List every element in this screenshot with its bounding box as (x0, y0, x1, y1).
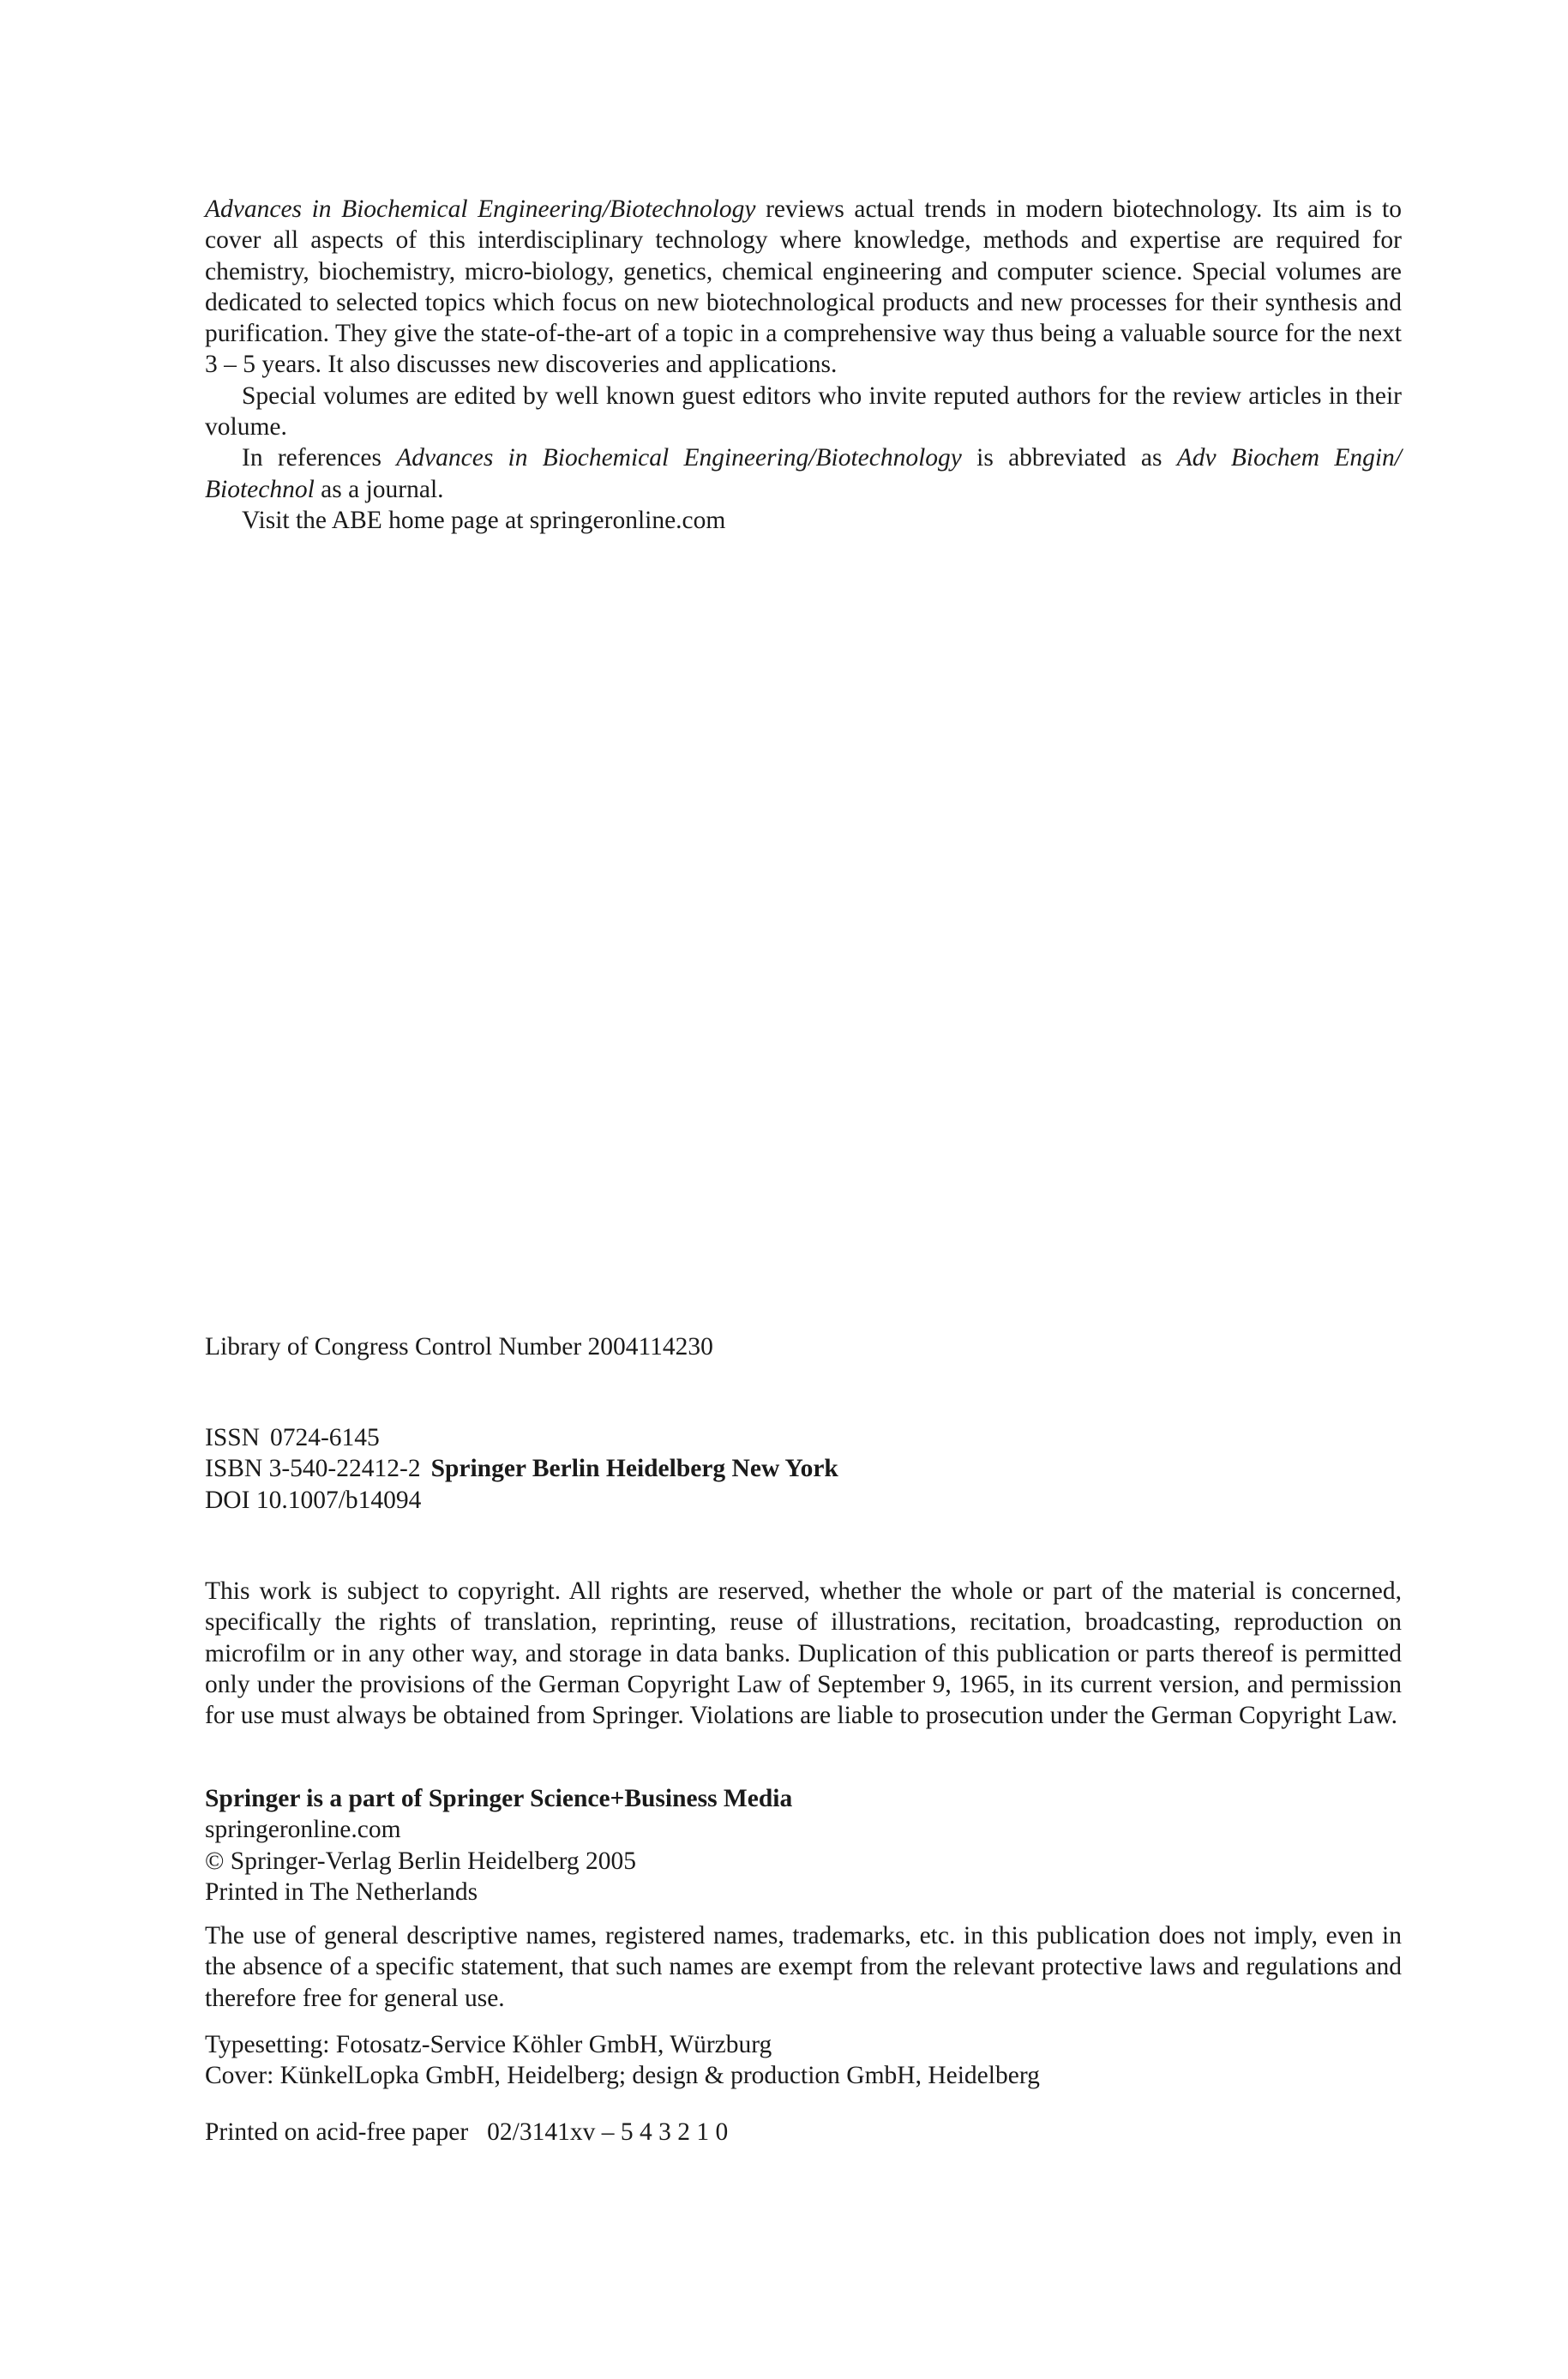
trademarks-block (205, 1920, 1402, 2014)
series-paragraph-1 (205, 194, 1402, 381)
catalog-block (205, 1331, 1402, 1362)
doi-line (205, 1485, 1402, 1516)
series-paragraph-3 (205, 442, 1402, 505)
homepage-paragraph: Visit the ABE home page at springeronline.com (242, 506, 726, 534)
paper-label: Printed on acid-free paper (205, 2118, 469, 2146)
typesetting-credit: Typesetting: Fotosatz-Service Köhler GmbH, Würzburg (205, 2031, 772, 2058)
copyright-page (205, 0, 1402, 2379)
isbn-publisher: Springer Berlin Heidelberg New York (430, 1455, 838, 1483)
issn-line (205, 1422, 1402, 1453)
isbn-value: 3-540-22412-2 (268, 1455, 421, 1483)
journal-abbreviation: Adv Biochem Engin/ Biotechnol (205, 444, 1402, 503)
printed-in: Printed in The Netherlands (205, 1877, 478, 1906)
series-paragraph-1-text: reviews actual trends in modern biotechnology. Its aim is to cover all aspects of this interdisciplinary technology where knowledge, methods and expertise are required for chemistry, biochemistry, micro-biology, genetics, chemical engineering and computer science. Special volumes are dedicated to selected topics which focus on new biotechnological products and new processes for their synthesis and purification. They give the state-of-the-art of a topic in a comprehensive way thus being a valuable source for the next 3 – 5 years. It also discusses new discoveries and applications. (205, 195, 1402, 379)
cover-credit: Cover: KünkelLopka GmbH, Heidelberg; design & production GmbH, Heidelberg (205, 2062, 1040, 2090)
series-title: Advances in Biochemical Engineering/Biotechnology (205, 195, 756, 223)
trademarks-notice: The use of general descriptive names, registered names, trademarks, etc. in this publication does not imply, even in the absence of a specific statement, that such names are exempt from the relevant protective laws and regulations and therefore free for general use. (205, 1922, 1402, 2012)
paper-block (205, 2117, 1402, 2148)
doi-value: 10.1007/b14094 (255, 1486, 422, 1514)
copyright-notice: This work is subject to copyright. All rights are reserved, whether the whole or part of the material is concerned, specifically the rights of translation, reprinting, reuse of illustrations, recitation, broadcasting, reproduction on microfilm or in any other way, and storage in data banks. Duplication of this publication or parts thereof is permitted only under the provisions of the German Copyright Law of September 9, 1965, in its current version, and permission for use must always be obtained from Springer. Violations are liable to prosecution under the German Copyright Law. (205, 1577, 1402, 1730)
production-block (205, 2029, 1402, 2092)
series-description (205, 194, 1402, 536)
identifiers-block (205, 1422, 1402, 1516)
issn-value: 0724-6145 (269, 1424, 380, 1451)
print-code: 02/3141xv – 5 4 3 2 1 0 (487, 2118, 729, 2146)
series-title-reference: Advances in Biochemical Engineering/Biotechnology (396, 444, 962, 472)
springer-part-of: Springer is a part of Springer Science+Business Media (205, 1785, 793, 1812)
doi-label: DOI (205, 1486, 250, 1514)
copyright-notice-block (205, 1576, 1402, 1731)
isbn-label: ISBN (205, 1455, 263, 1483)
isbn-line (205, 1453, 1402, 1484)
series-paragraph-3-pre: In references (242, 444, 397, 472)
loc-control-number: Library of Congress Control Number 2004114230 (205, 1333, 713, 1361)
series-paragraph-3-mid: is abbreviated as (961, 444, 1177, 472)
series-paragraph-2: Special volumes are edited by well known guest editors who invite reputed authors for the review articles in their volume. (205, 381, 1402, 442)
series-paragraph-3-post: as a journal. (314, 475, 444, 503)
paper-line (205, 2117, 1402, 2148)
publisher-website: springeronline.com (205, 1816, 401, 1844)
publisher-block (205, 1783, 1402, 1907)
copyright-line: © Springer-Verlag Berlin Heidelberg 2005 (205, 1847, 636, 1875)
issn-label: ISSN (205, 1424, 260, 1451)
